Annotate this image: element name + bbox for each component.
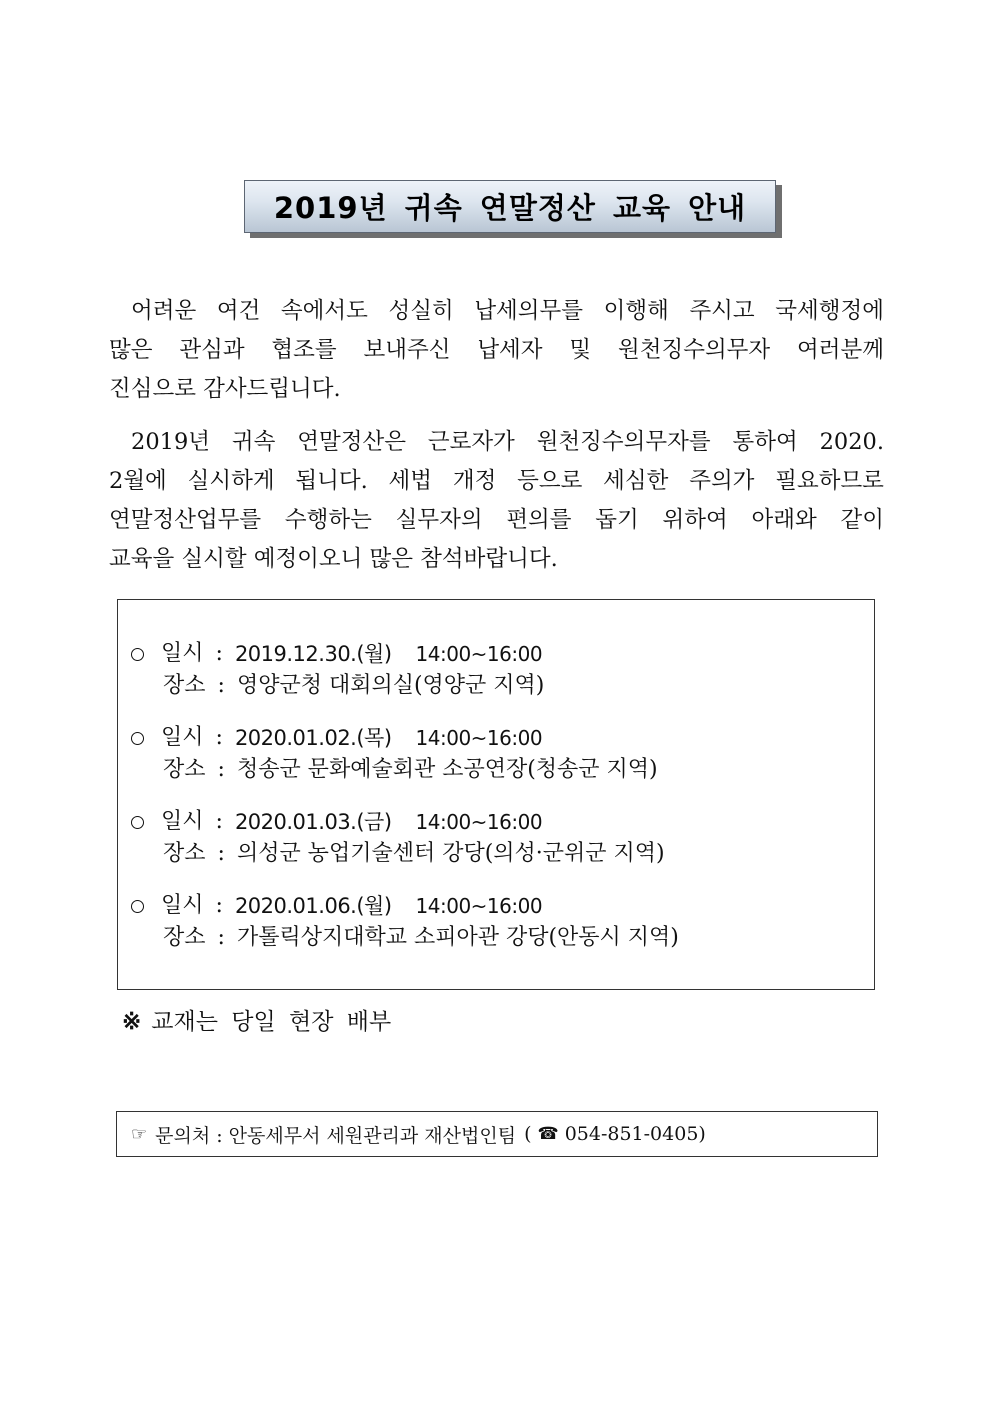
paragraph-word: 세법	[388, 468, 433, 494]
contact-line	[131, 1121, 706, 1148]
schedule-place: 영양군청 대회의실(영양군 지역)	[236, 673, 545, 698]
paragraph-word: 원천징수의무자	[618, 337, 771, 363]
schedule-date: 2019.12.30.(월)	[234, 642, 392, 666]
date-label: 일시	[161, 809, 204, 834]
colon: :	[215, 893, 223, 918]
paragraph-word: 2020.	[819, 429, 884, 455]
colon: :	[217, 757, 225, 782]
schedule-date-row	[131, 722, 861, 754]
paragraph-word: 등으로	[517, 468, 583, 494]
paragraph-word: 2019년	[131, 429, 210, 455]
paragraph-word: 2월에	[109, 468, 167, 494]
colon: :	[215, 809, 223, 834]
paragraph-word: 국세행정에	[775, 298, 884, 324]
schedule-date: 2020.01.06.(월)	[234, 894, 392, 918]
schedule-date-row	[131, 638, 861, 670]
paragraph-word: 많은	[109, 337, 153, 363]
paragraph-word: 아래와	[751, 507, 817, 533]
body-paragraph	[109, 423, 884, 579]
circle-bullet-icon	[131, 816, 144, 829]
paragraph-word: 필요하므로	[775, 468, 884, 494]
schedule-time: 14:00~16:00	[415, 642, 543, 666]
schedule-item	[131, 890, 861, 954]
intro-line-1	[109, 292, 884, 331]
schedule-place-row	[131, 838, 861, 870]
paragraph-word: 보내주신	[363, 337, 451, 363]
date-label: 일시	[161, 893, 204, 918]
paragraph-word: 실무자의	[395, 507, 483, 533]
date-label: 일시	[161, 725, 204, 750]
pointing-hand-icon: ☞	[131, 1123, 148, 1145]
schedule-place-row	[131, 670, 861, 702]
paragraph-word: 납세의무를	[474, 298, 583, 324]
phone-icon: ☎	[537, 1124, 559, 1144]
paragraph-word: 귀속	[231, 429, 276, 455]
schedule-item	[131, 806, 861, 870]
phone-number: 054-851-0405	[564, 1123, 699, 1145]
reference-mark-icon: ※	[122, 1008, 142, 1035]
paragraph-word: 여러분께	[797, 337, 884, 363]
schedule-place: 청송군 문화예술회관 소공연장(청송군 지역)	[236, 757, 658, 782]
page-title: 2019년 귀속 연말정산 교육 안내	[273, 191, 747, 225]
schedule-time: 14:00~16:00	[415, 894, 543, 918]
paragraph-word: 원천징수의무자를	[536, 429, 711, 455]
schedule-place: 의성군 농업기술센터 강당(의성·군위군 지역)	[236, 841, 665, 866]
intro-line-2	[109, 331, 884, 370]
paragraph-word: 통하여	[732, 429, 798, 455]
paragraph-word: 연말정산업무를	[109, 507, 262, 533]
phone-open-paren: (	[524, 1123, 532, 1145]
circle-bullet-icon	[131, 648, 144, 661]
contact-label: 문의처 : 안동세무서 세원관리과 재산법인팀	[155, 1124, 517, 1147]
paragraph-word: 성실히	[388, 298, 454, 324]
paragraph-word: 관심과	[179, 337, 245, 363]
paragraph-word: 같이	[840, 507, 884, 533]
phone-close-paren: )	[698, 1123, 706, 1145]
title-box	[244, 180, 776, 233]
place-label: 장소	[163, 673, 206, 698]
schedule-item	[131, 638, 861, 702]
circle-bullet-icon	[131, 732, 144, 745]
schedule-item	[131, 722, 861, 786]
intro-line-3: 진심으로 감사드립니다.	[109, 376, 341, 402]
paragraph-word: 세심한	[603, 468, 669, 494]
note-text: 교재는 당일 현장 배부	[151, 1009, 392, 1035]
schedule-place: 가톨릭상지대학교 소피아관 강당(안동시 지역)	[236, 925, 679, 950]
paragraph-word: 속에서도	[280, 298, 368, 324]
paragraph-word: 수행하는	[284, 507, 372, 533]
schedule-box	[117, 599, 875, 990]
schedule-date-row	[131, 890, 861, 922]
paragraph-word: 및	[569, 337, 592, 363]
paragraph-word: 어려운	[131, 298, 197, 324]
paragraph-word: 이행해	[603, 298, 669, 324]
title-banner	[244, 180, 776, 233]
body-line-4: 교육을 실시할 예정이오니 많은 참석바랍니다.	[109, 546, 558, 572]
paragraph-word: 됩니다.	[295, 468, 368, 494]
place-label: 장소	[163, 757, 206, 782]
schedule-place-row	[131, 922, 861, 954]
paragraph-word: 실시하게	[187, 468, 275, 494]
paragraph-word: 여건	[216, 298, 261, 324]
colon: :	[217, 673, 225, 698]
colon: :	[215, 641, 223, 666]
paragraph-word: 연말정산은	[297, 429, 406, 455]
colon: :	[217, 841, 225, 866]
paragraph-word: 근로자가	[427, 429, 515, 455]
paragraph-word: 주시고	[689, 298, 755, 324]
date-label: 일시	[161, 641, 204, 666]
materials-note	[122, 1005, 391, 1039]
circle-bullet-icon	[131, 900, 144, 913]
contact-box	[116, 1111, 878, 1157]
schedule-date: 2020.01.03.(금)	[234, 810, 392, 834]
paragraph-word: 협조를	[271, 337, 337, 363]
intro-paragraph	[109, 292, 884, 409]
colon: :	[217, 925, 225, 950]
schedule-place-row	[131, 754, 861, 786]
schedule-time: 14:00~16:00	[415, 726, 543, 750]
place-label: 장소	[163, 925, 206, 950]
body-line-2	[109, 462, 884, 501]
paragraph-word: 개정	[452, 468, 497, 494]
place-label: 장소	[163, 841, 206, 866]
body-line-3	[109, 501, 884, 540]
colon: :	[215, 725, 223, 750]
body-line-1	[109, 423, 884, 462]
paragraph-word: 주의가	[689, 468, 755, 494]
schedule-date: 2020.01.02.(목)	[234, 726, 392, 750]
paragraph-word: 돕기	[595, 507, 639, 533]
paragraph-word: 납세자	[477, 337, 543, 363]
schedule-time: 14:00~16:00	[415, 810, 543, 834]
paragraph-word: 편의를	[506, 507, 572, 533]
paragraph-word: 위하여	[662, 507, 728, 533]
schedule-date-row	[131, 806, 861, 838]
